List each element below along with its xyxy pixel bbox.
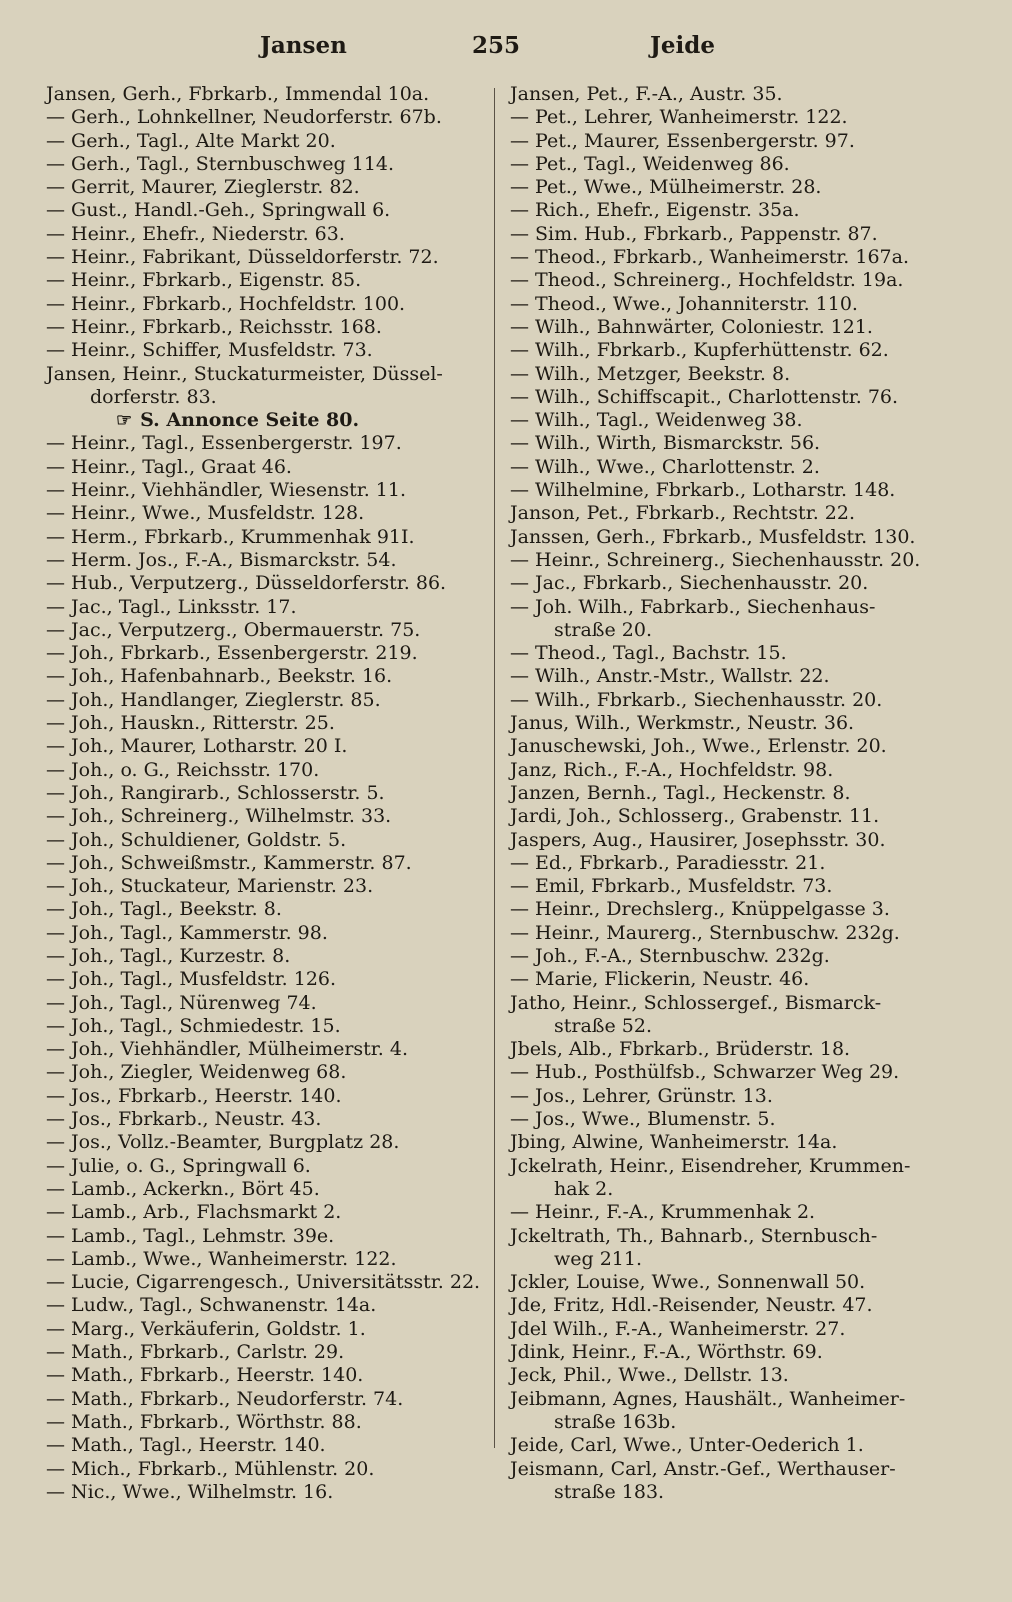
directory-entry: — Heinr., Drechslerg., Knüppelgasse 3. — [510, 898, 890, 921]
directory-entry: — Lucie, Cigarrengesch., Universitätsstr. 22. — [46, 1271, 481, 1294]
directory-entry: — Heinr., Ehefr., Niederstr. 63. — [46, 222, 345, 245]
directory-entry: Januschewski, Joh., Wwe., Erlenstr. 20. — [510, 735, 887, 758]
left-column — [46, 83, 481, 1504]
directory-entry: — Julie, o. G., Springwall 6. — [46, 1154, 311, 1177]
directory-entry: — Jos., Lehrer, Grünstr. 13. — [510, 1084, 773, 1107]
directory-entry: Janz, Rich., F.-A., Hochfeldstr. 98. — [510, 758, 834, 781]
directory-entry: Janzen, Bernh., Tagl., Heckenstr. 8. — [510, 781, 851, 804]
annonce-text: S. Annonce Seite 80. — [140, 409, 360, 432]
directory-entry: — Lamb., Arb., Flachsmarkt 2. — [46, 1201, 342, 1224]
directory-entry: Jardi, Joh., Schlosserg., Grabenstr. 11. — [510, 805, 880, 828]
directory-entry: Janus, Wilh., Werkmstr., Neustr. 36. — [510, 712, 855, 735]
directory-entry: — Pet., Lehrer, Wanheimerstr. 122. — [510, 106, 848, 129]
directory-entry: Jckeltrath, Th., Bahnarb., Sternbusch- — [510, 1224, 878, 1247]
directory-entry: Jbing, Alwine, Wanheimerstr. 14a. — [510, 1131, 838, 1154]
directory-entry: — Joh. Wilh., Fabrkarb., Siechenhaus- — [510, 595, 876, 618]
directory-entry: — Gerh., Lohnkellner, Neudorferstr. 67b. — [46, 106, 442, 129]
annonce-reference — [46, 409, 468, 432]
directory-entry: — Heinr., Viehhändler, Wiesenstr. 11. — [46, 479, 407, 502]
directory-entry: — Math., Fbrkarb., Wörthstr. 88. — [46, 1410, 362, 1433]
directory-entry: — Joh., Tagl., Kammerstr. 98. — [46, 921, 328, 944]
directory-entry: — Heinr., Fbrkarb., Eigenstr. 85. — [46, 269, 362, 292]
directory-entry: Jatho, Heinr., Schlossergef., Bismarck- — [510, 991, 882, 1014]
pointing-hand-icon: ☞ — [116, 410, 133, 432]
entry-continuation: straße 183. — [554, 1480, 665, 1503]
directory-entry: — Joh., Maurer, Lotharstr. 20 I. — [46, 735, 348, 758]
directory-entry: — Joh., Tagl., Beekstr. 8. — [46, 898, 282, 921]
directory-entry: — Ludw., Tagl., Schwanenstr. 14a. — [46, 1294, 377, 1317]
directory-entry: — Lamb., Tagl., Lehmstr. 39e. — [46, 1224, 335, 1247]
directory-entry: — Jos., Fbrkarb., Heerstr. 140. — [46, 1084, 342, 1107]
directory-entry: Jaspers, Aug., Hausirer, Josephsstr. 30. — [510, 828, 886, 851]
page-header — [0, 32, 1012, 72]
directory-entry: — Wilh., Tagl., Weidenweg 38. — [510, 409, 803, 432]
directory-entry: — Joh., Viehhändler, Mülheimerstr. 4. — [46, 1038, 409, 1061]
directory-entry: — Lamb., Ackerkn., Bört 45. — [46, 1177, 320, 1200]
directory-entry: — Pet., Maurer, Essenbergerstr. 97. — [510, 129, 855, 152]
directory-entry: — Joh., Schreinerg., Wilhelmstr. 33. — [46, 805, 392, 828]
directory-entry: — Lamb., Wwe., Wanheimerstr. 122. — [46, 1247, 397, 1270]
directory-entry: — Wilh., Schiffscapit., Charlottenstr. 76. — [510, 385, 899, 408]
directory-entry: — Theod., Fbrkarb., Wanheimerstr. 167a. — [510, 246, 909, 269]
directory-entry: — Joh., Tagl., Schmiedestr. 15. — [46, 1014, 341, 1037]
directory-entry: Jde, Fritz, Hdl.-Reisender, Neustr. 47. — [510, 1294, 873, 1317]
directory-entry: — Nic., Wwe., Wilhelmstr. 16. — [46, 1480, 334, 1503]
directory-entry: — Marg., Verkäuferin, Goldstr. 1. — [46, 1317, 366, 1340]
directory-entry: — Heinr., Fbrkarb., Reichsstr. 168. — [46, 315, 382, 338]
column-divider — [494, 88, 495, 1448]
directory-entry: Jbels, Alb., Fbrkarb., Brüderstr. 18. — [510, 1038, 851, 1061]
directory-entry: Jeck, Phil., Wwe., Dellstr. 13. — [510, 1364, 789, 1387]
directory-entry: — Math., Fbrkarb., Neudorferstr. 74. — [46, 1387, 404, 1410]
directory-entry: — Ed., Fbrkarb., Paradiesstr. 21. — [510, 851, 826, 874]
right-column — [510, 83, 938, 1504]
directory-entry: — Joh., Stuckateur, Marienstr. 23. — [46, 875, 374, 898]
directory-entry: — Heinr., Schreinerg., Siechenhausstr. 20. — [510, 548, 921, 571]
directory-entry: — Gerrit, Maurer, Zieglerstr. 82. — [46, 176, 360, 199]
directory-entry: — Math., Tagl., Heerstr. 140. — [46, 1434, 326, 1457]
directory-entry: Jeibmann, Agnes, Haushält., Wanheimer- — [510, 1387, 906, 1410]
entry-continuation: straße 163b. — [554, 1410, 677, 1433]
directory-entry: — Wilh., Fbrkarb., Kupferhüttenstr. 62. — [510, 339, 889, 362]
directory-entry: — Heinr., F.-A., Krummenhak 2. — [510, 1201, 816, 1224]
header-left-keyword: Jansen — [260, 32, 347, 59]
directory-entry: — Hub., Posthülfsb., Schwarzer Weg 29. — [510, 1061, 900, 1084]
directory-entry: Janssen, Gerh., Fbrkarb., Musfeldstr. 130. — [510, 525, 916, 548]
directory-entry: Jckler, Louise, Wwe., Sonnenwall 50. — [510, 1271, 866, 1294]
entry-continuation: straße 52. — [554, 1014, 652, 1037]
directory-entry: Jansen, Pet., F.-A., Austr. 35. — [510, 83, 783, 105]
directory-entry: — Heinr., Schiffer, Musfeldstr. 73. — [46, 339, 373, 362]
directory-entry: — Heinr., Tagl., Essenbergerstr. 197. — [46, 432, 402, 455]
directory-entry: Jckelrath, Heinr., Eisendreher, Krummen- — [510, 1154, 911, 1177]
directory-entry: — Joh., Tagl., Musfeldstr. 126. — [46, 968, 337, 991]
directory-entry: — Joh., Ziegler, Weidenweg 68. — [46, 1061, 347, 1084]
directory-entry: — Joh., Schweißmstr., Kammerstr. 87. — [46, 851, 412, 874]
directory-entry: — Emil, Fbrkarb., Musfeldstr. 73. — [510, 875, 833, 898]
directory-entry: — Rich., Ehefr., Eigenstr. 35a. — [510, 199, 800, 222]
directory-entry: — Joh., Fbrkarb., Essenbergerstr. 219. — [46, 642, 418, 665]
directory-entry: — Marie, Flickerin, Neustr. 46. — [510, 968, 810, 991]
entry-continuation: hak 2. — [554, 1177, 614, 1200]
directory-entry: — Joh., Handlanger, Zieglerstr. 85. — [46, 688, 381, 711]
entry-continuation: dorferstr. 83. — [90, 385, 217, 408]
directory-entry: — Gerh., Tagl., Alte Markt 20. — [46, 129, 336, 152]
directory-entry: — Theod., Schreinerg., Hochfeldstr. 19a. — [510, 269, 904, 292]
directory-entry: — Heinr., Tagl., Graat 46. — [46, 455, 292, 478]
directory-entry: — Jac., Fbrkarb., Siechenhausstr. 20. — [510, 572, 869, 595]
directory-entry: — Wilh., Wirth, Bismarckstr. 56. — [510, 432, 821, 455]
directory-entry: — Joh., Tagl., Nürenweg 74. — [46, 991, 317, 1014]
directory-entry: — Wilhelmine, Fbrkarb., Lotharstr. 148. — [510, 479, 896, 502]
directory-entry: Jansen, Gerh., Fbrkarb., Immendal 10a. — [46, 83, 430, 105]
directory-entry: — Jos., Vollz.-Beamter, Burgplatz 28. — [46, 1131, 400, 1154]
directory-entry: — Joh., Rangirarb., Schlosserstr. 5. — [46, 781, 385, 804]
directory-entry: — Gerh., Tagl., Sternbuschweg 114. — [46, 152, 395, 175]
directory-entry: — Theod., Wwe., Johanniterstr. 110. — [510, 292, 858, 315]
directory-entry: — Joh., Hauskn., Ritterstr. 25. — [46, 712, 335, 735]
directory-entry: — Heinr., Maurerg., Sternbuschw. 232g. — [510, 921, 900, 944]
directory-entry: — Sim. Hub., Fbrkarb., Pappenstr. 87. — [510, 222, 878, 245]
directory-entry: — Jac., Verputzerg., Obermauerstr. 75. — [46, 618, 421, 641]
directory-entry: — Joh., Tagl., Kurzestr. 8. — [46, 944, 291, 967]
directory-entry: — Joh., Hafenbahnarb., Beekstr. 16. — [46, 665, 393, 688]
directory-entry: — Heinr., Fbrkarb., Hochfeldstr. 100. — [46, 292, 406, 315]
directory-entry: — Joh., Schuldiener, Goldstr. 5. — [46, 828, 347, 851]
directory-entry: — Wilh., Fbrkarb., Siechenhausstr. 20. — [510, 688, 883, 711]
directory-entry: Jeismann, Carl, Anstr.-Gef., Werthauser- — [510, 1457, 896, 1480]
directory-entry: — Wilh., Metzger, Beekstr. 8. — [510, 362, 791, 385]
entry-continuation: straße 20. — [554, 618, 652, 641]
directory-entry: Jansen, Heinr., Stuckaturmeister, Düssel- — [46, 362, 443, 385]
directory-entry: Janson, Pet., Fbrkarb., Rechtstr. 22. — [510, 502, 855, 525]
directory-entry: — Jos., Wwe., Blumenstr. 5. — [510, 1108, 776, 1131]
directory-entry: — Joh., o. G., Reichsstr. 170. — [46, 758, 320, 781]
directory-entry: — Heinr., Wwe., Musfeldstr. 128. — [46, 502, 365, 525]
directory-entry: Jdel Wilh., F.-A., Wanheimerstr. 27. — [510, 1317, 846, 1340]
directory-entry: — Pet., Wwe., Mülheimerstr. 28. — [510, 176, 822, 199]
entry-continuation: weg 211. — [554, 1247, 643, 1270]
directory-entry: — Math., Fbrkarb., Carlstr. 29. — [46, 1341, 345, 1364]
directory-entry: — Jac., Tagl., Linksstr. 17. — [46, 595, 297, 618]
directory-entry: — Gust., Handl.-Geh., Springwall 6. — [46, 199, 391, 222]
directory-entry: — Heinr., Fabrikant, Düsseldorferstr. 72. — [46, 246, 439, 269]
directory-entry: — Pet., Tagl., Weidenweg 86. — [510, 152, 790, 175]
directory-entry: — Math., Fbrkarb., Heerstr. 140. — [46, 1364, 364, 1387]
page-number: 255 — [472, 32, 521, 59]
directory-entry: — Wilh., Anstr.-Mstr., Wallstr. 22. — [510, 665, 830, 688]
directory-entry: — Joh., F.-A., Sternbuschw. 232g. — [510, 944, 830, 967]
directory-entry: Jdink, Heinr., F.-A., Wörthstr. 69. — [510, 1341, 823, 1364]
directory-entry: — Mich., Fbrkarb., Mühlenstr. 20. — [46, 1457, 375, 1480]
directory-entry: — Jos., Fbrkarb., Neustr. 43. — [46, 1108, 322, 1131]
directory-entry: — Herm. Jos., F.-A., Bismarckstr. 54. — [46, 548, 397, 571]
directory-entry: — Wilh., Wwe., Charlottenstr. 2. — [510, 455, 820, 478]
directory-entry: — Wilh., Bahnwärter, Coloniestr. 121. — [510, 315, 873, 338]
directory-entry: — Herm., Fbrkarb., Krummenhak 91I. — [46, 525, 415, 548]
directory-entry: Jeide, Carl, Wwe., Unter-Oederich 1. — [510, 1434, 864, 1457]
directory-entry: — Hub., Verputzerg., Düsseldorferstr. 86. — [46, 572, 447, 595]
directory-entry: — Theod., Tagl., Bachstr. 15. — [510, 642, 787, 665]
header-right-keyword: Jeide — [650, 32, 715, 59]
